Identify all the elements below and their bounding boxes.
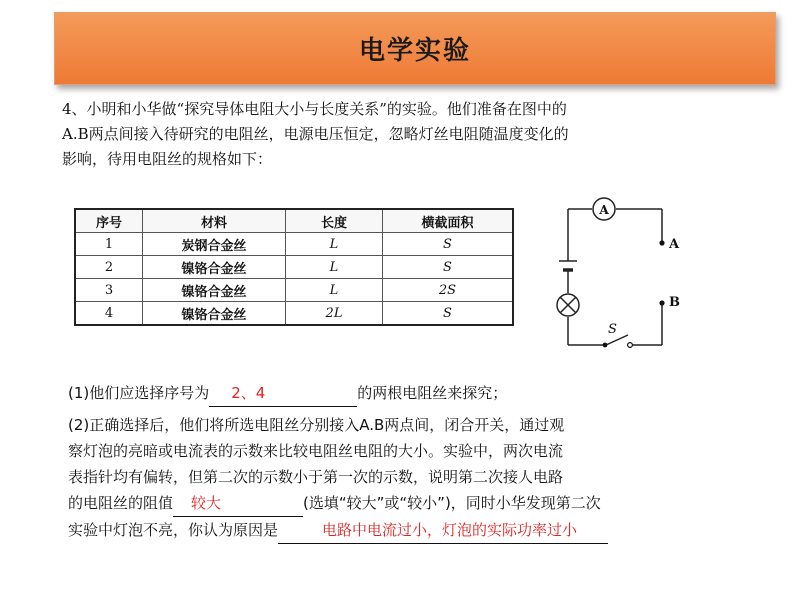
- q2-answer-1-blank: [173, 490, 303, 517]
- q2-line-3: 表指针均有偏转，但第二次的示数小于第一次的示数，说明第二次接人电路: [68, 468, 564, 486]
- cell-length: L: [286, 233, 383, 256]
- point-a-label: A: [669, 237, 680, 252]
- q1-answer: 2、4: [231, 384, 266, 402]
- q2-line-4-suffix: (选填“较大”或“较小”)，同时小华发现第二次: [303, 494, 601, 512]
- switch-label: S: [608, 322, 617, 337]
- page-title: 电学实验: [358, 36, 471, 66]
- col-header-number: 序号: [75, 209, 143, 233]
- q1-prefix: (1)他们应选择序号为: [68, 384, 210, 402]
- q2-answer-1: 较大: [191, 494, 222, 512]
- table-row: [75, 256, 513, 279]
- question-1: [68, 380, 507, 407]
- cell-length: L: [286, 279, 383, 302]
- terminal-b-dot: [659, 300, 664, 305]
- question-2: [68, 412, 608, 544]
- switch-contact-dot: [628, 343, 633, 348]
- table-row: [75, 302, 513, 326]
- circuit-diagram: [548, 193, 698, 355]
- table-header-row: [75, 209, 513, 233]
- cell-area: S: [383, 302, 514, 326]
- cell-number: 4: [75, 302, 143, 326]
- cell-material: 镍铬合金丝: [143, 256, 286, 279]
- cell-number: 2: [75, 256, 143, 279]
- cell-length: L: [286, 256, 383, 279]
- q2-line-4: [68, 490, 608, 517]
- cell-area: S: [383, 233, 514, 256]
- cell-number: 3: [75, 279, 143, 302]
- q1-answer-blank: [209, 380, 357, 407]
- col-header-area: 横截面积: [383, 209, 514, 233]
- cell-number: 1: [75, 233, 143, 256]
- cell-length: 2L: [286, 302, 383, 326]
- problem-line-2: A.B两点间接入待研究的电阻丝，电源电压恒定，忽略灯丝电阻随温度变化的: [62, 125, 569, 143]
- resistance-wire-table: [74, 208, 514, 326]
- cell-material: 镍铬合金丝: [143, 279, 286, 302]
- cell-area: 2S: [383, 279, 514, 302]
- problem-line-3: 影响，待用电阻丝的规格如下：: [62, 150, 273, 168]
- switch-pivot-dot: [603, 343, 608, 348]
- q2-answer-2-blank: [278, 517, 608, 544]
- table-row: [75, 279, 513, 302]
- cell-area: S: [383, 256, 514, 279]
- point-b-label: B: [669, 295, 680, 310]
- q2-line-5: [68, 517, 608, 544]
- q2-line-1: (2)正确选择后，他们将所选电阻丝分别接入A.B两点间，闭合开关，通过观: [68, 416, 565, 434]
- terminal-a-dot: [659, 240, 664, 245]
- q1-suffix: 的两根电阻丝来探究；: [357, 384, 508, 402]
- q2-answer-2: 电路中电流过小，灯泡的实际功率过小: [322, 521, 578, 539]
- cell-material: 镍铬合金丝: [143, 302, 286, 326]
- q2-line-4-prefix: 的电阻丝的阻值: [68, 494, 174, 512]
- q2-line-2: 察灯泡的亮暗或电流表的示数来比较电阻丝电阻的大小。实验中，两次电流: [68, 442, 564, 460]
- title-bar: [54, 12, 776, 85]
- ammeter-label: A: [599, 203, 609, 217]
- problem-line-1: 4、小明和小华做“探究导体电阻大小与长度关系”的实验。他们准备在图中的: [62, 100, 567, 118]
- table-row: [75, 233, 513, 256]
- q2-line-5-prefix: 实验中灯泡不亮，你认为原因是: [68, 521, 279, 539]
- col-header-material: 材料: [143, 209, 286, 233]
- cell-material: 炭钢合金丝: [143, 233, 286, 256]
- problem-text: [62, 97, 742, 172]
- col-header-length: 长度: [286, 209, 383, 233]
